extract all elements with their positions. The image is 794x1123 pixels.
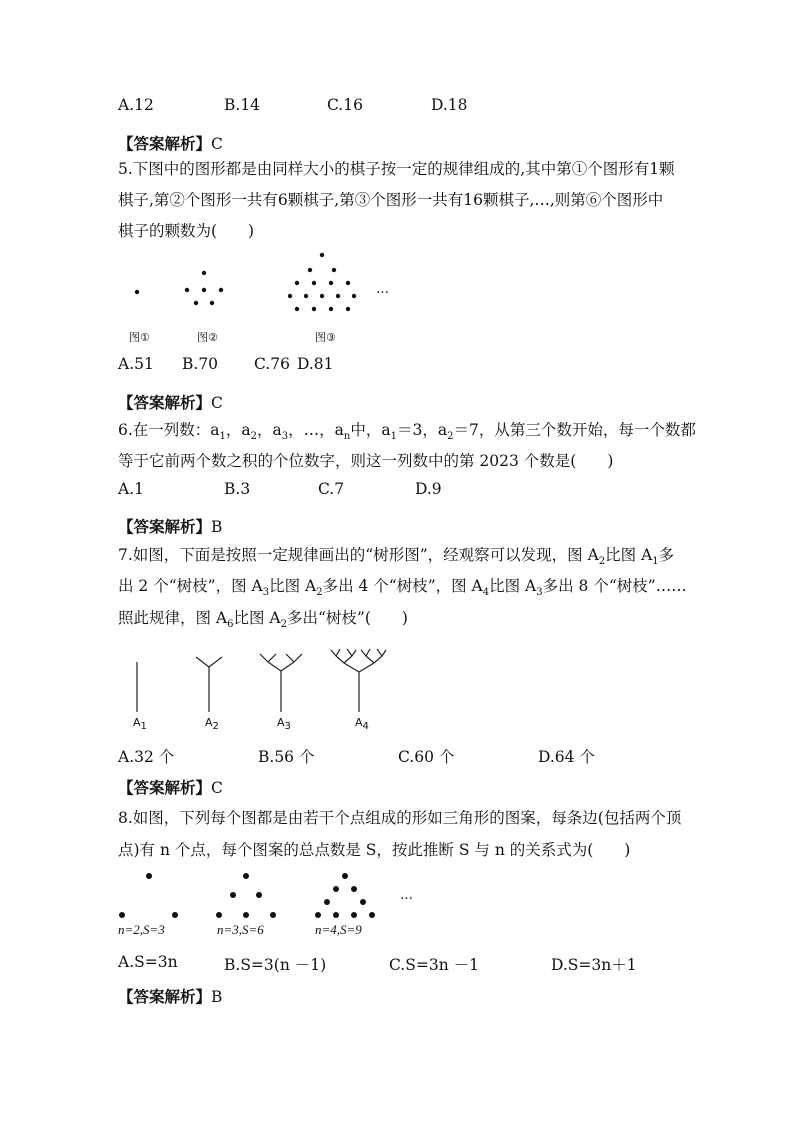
q5-option-a: A.51 [118,355,154,373]
q7-option-a: A.32 个 [118,748,175,766]
q8-fig3-dot [351,886,357,892]
q5-fig3-dot [329,307,333,311]
q7-text: 7.如图，下面是按照一定规律画出的“树形图”，经观察可以发现，图 A [118,546,599,564]
q6-text: ，…，a [288,421,344,439]
q8-fig1-dot [146,873,152,879]
q7-sub: 1 [652,556,659,568]
q5-fig3-dot [320,294,324,298]
q4-option-c: C.16 [327,96,363,114]
q7-sub: 3 [262,587,270,599]
q7-sub: 6 [227,619,234,631]
q7-text: 比图 A [233,609,281,627]
q7-tree4-leaf [352,650,356,656]
q7-tree3-twig [294,654,302,662]
q7-fig-label-2: $A_2$ [205,716,219,733]
q8-fig2-dot [243,912,249,918]
q5-fig3-dot [312,281,316,285]
q5-option-c: C.76 [254,355,290,373]
q5-fig2-dot [202,271,206,275]
answer-value: C [211,779,223,797]
q6-sub: 1 [219,431,226,443]
q7-tree4-leaf [336,649,340,656]
q7-sub: 4 [482,587,490,599]
q7-tree4-twig [336,656,344,663]
q7-line-1 [118,543,674,567]
q6-option-c: C.7 [318,480,345,498]
q8-line-1: 8.如图，下列每个图都是由若干个点组成的形如三角形的图案，每条边(包括两个顶 [118,809,682,827]
answer-label: 【答案解析】 [118,393,212,412]
q7-tree4-leaf [361,650,366,656]
answer-label: 【答案解析】 [118,987,212,1006]
q4-option-b: B.14 [224,96,261,114]
q7-tree4-twig [374,656,382,663]
q7-option-c: C.60 个 [398,748,455,766]
q5-fig2-dot [210,301,214,305]
q8-fig2-dot [270,912,276,918]
q5-fig2-dot [219,288,223,292]
q7-text: 比图 A [269,577,317,595]
q5-fig3-dot [332,268,336,272]
q6-line-1 [118,418,696,442]
q5-answer [118,391,223,413]
q5-fig3-dot [329,281,333,285]
q7-tree4-branch [344,663,359,672]
q7-tree4-leaf [366,649,370,656]
q7-sub: 2 [316,587,323,599]
q8-fig3-dot [324,899,330,905]
q8-fig2-dot [216,912,222,918]
q7-tree3-twig [260,654,268,662]
q5-fig3-dot [312,307,316,311]
q5-fig2-dot [185,288,189,292]
q8-fig3-dot [333,912,339,918]
q6-text: ＝3，a [396,421,448,439]
q8-fig-label-2: n=3,S=6 [217,922,264,937]
q7-fig-label-3: $A_3$ [277,716,291,733]
q7-text: 多 [658,546,675,564]
answer-value: B [211,988,223,1006]
answer-value: C [211,394,223,412]
answer-label: 【答案解析】 [118,134,212,153]
q7-tree3-twig [286,654,294,662]
q6-text: 中，a [350,421,391,439]
q8-fig1-dot [172,912,178,918]
q7-sub: 3 [536,587,543,599]
q5-fig3-dot [304,294,308,298]
q7-tree4-twig [344,656,352,663]
q7-answer [118,776,223,798]
q5-fig3-dot [295,307,299,311]
answer-label: 【答案解析】 [118,778,212,797]
q6-text: ，a [225,421,251,439]
q5-fig-label-1: 图① [129,331,150,344]
q5-line-1: 5.下图中的图形都是由同样大小的棋子按一定的规律组成的,其中第①个图形有1颗 [118,160,675,178]
q8-ellipsis: … [400,888,413,903]
q6-answer [118,515,222,537]
q5-fig3-dot [295,281,299,285]
q6-option-a: A.1 [118,480,144,498]
q7-sub: 2 [598,556,606,568]
q5-fig2-dot [202,288,206,292]
q7-tree4-leaf [347,649,352,656]
q8-fig3-dot [333,886,339,892]
q7-text: 照此规律，图 A [118,609,228,627]
q6-sub: 2 [447,431,454,443]
q8-option-c: C.S=3n －1 [389,956,479,974]
q6-option-d: D.9 [415,480,442,498]
q7-line-2 [118,574,687,598]
q8-fig-label-1: n=2,S=3 [118,922,165,937]
q7-tree2-branch [209,657,222,667]
q8-fig2-dot [243,873,249,879]
q8-fig3-dot [369,912,375,918]
q5-fig3-dot [346,307,350,311]
q8-line-2: 点)有 n 个点，每个图案的总点数是 S，按此推断 S 与 n 的关系式为( ) [118,841,631,859]
q6-text: ＝7，从第三个数开始，每一个数都 [453,421,696,439]
q8-option-a: A.S=3n [118,953,178,971]
q5-option-d: D.81 [297,355,334,373]
q7-fig-label-4: $A_4$ [355,716,369,733]
q7-sub: 2 [280,619,287,631]
q7-text: 多出“树枝”( ) [287,609,408,627]
q6-sub: 1 [390,431,397,443]
q5-ellipsis: … [376,282,389,297]
q7-tree3-twig [268,654,276,662]
q6-sub: 3 [281,431,289,443]
q4-option-d: D.18 [431,96,468,114]
q6-sub: n [343,431,351,443]
answer-value: B [211,518,223,536]
q7-tree4-branch [359,663,374,672]
q8-fig3-dot [360,899,366,905]
answer-value: C [211,135,223,153]
q8-fig3-dot [342,873,348,879]
q5-fig3-dot [336,294,340,298]
q8-fig3-dot [351,912,357,918]
q5-fig3-dot [308,268,312,272]
q6-sub: 2 [250,431,258,443]
q7-option-d: D.64 个 [538,748,595,766]
q4-answer [118,132,223,154]
q5-fig2-dot [194,301,198,305]
q7-option-b: B.56 个 [258,748,315,766]
q7-tree4-twig [366,656,374,663]
q5-fig3-dot [346,281,350,285]
q8-fig1-dot [119,912,125,918]
q7-fig-label-1: $A_1$ [133,716,147,733]
q7-tree3-branch [281,662,294,671]
q5-fig-label-3: 图③ [315,331,336,344]
q7-tree4-leaf [382,650,386,656]
q8-fig-label-3: n=4,S=9 [315,922,362,937]
q5-fig3-dot [320,253,324,257]
q5-fig-label-2: 图② [197,331,218,344]
q8-fig2-dot [230,892,236,898]
q6-text: 6.在一列数：a [118,421,220,439]
q5-fig3-dot [288,294,292,298]
q5-fig1-dot [135,290,139,294]
q5-option-b: B.70 [182,355,219,373]
q8-option-d: D.S=3n＋1 [551,956,637,974]
q7-text: 多出 8 个“树枝”…… [542,577,687,595]
answer-label: 【答案解析】 [118,517,212,536]
q8-answer [118,985,222,1007]
q5-fig3-dot [352,294,356,298]
q5-line-3: 棋子的颗数为( ) [118,222,255,240]
q7-text: 多出 4 个“树枝”，图 A [322,577,483,595]
q7-text: 出 2 个“树枝”，图 A [118,577,263,595]
q7-tree3-branch [268,662,281,671]
q7-line-3 [118,606,408,630]
q7-tree2-branch [196,657,209,667]
q6-text: ，a [257,421,282,439]
q8-fig2-dot [256,892,262,898]
q7-tree4-leaf [377,649,382,656]
q4-option-a: A.12 [118,96,154,114]
q7-text: 比图 A [489,577,537,595]
q6-option-b: B.3 [224,480,251,498]
q8-option-b: B.S=3(n －1) [224,956,327,974]
q7-text: 比图 A [605,546,653,564]
q5-line-2: 棋子,第②个图形一共有6颗棋子,第③个图形一共有16颗棋子,…,则第⑥个图形中 [118,191,664,209]
q8-fig3-dot [315,912,321,918]
q6-line-2: 等于它前两个数之积的个位数字，则这一列数中的第 2023 个数是( ) [118,452,614,470]
q7-tree4-leaf [331,650,336,656]
